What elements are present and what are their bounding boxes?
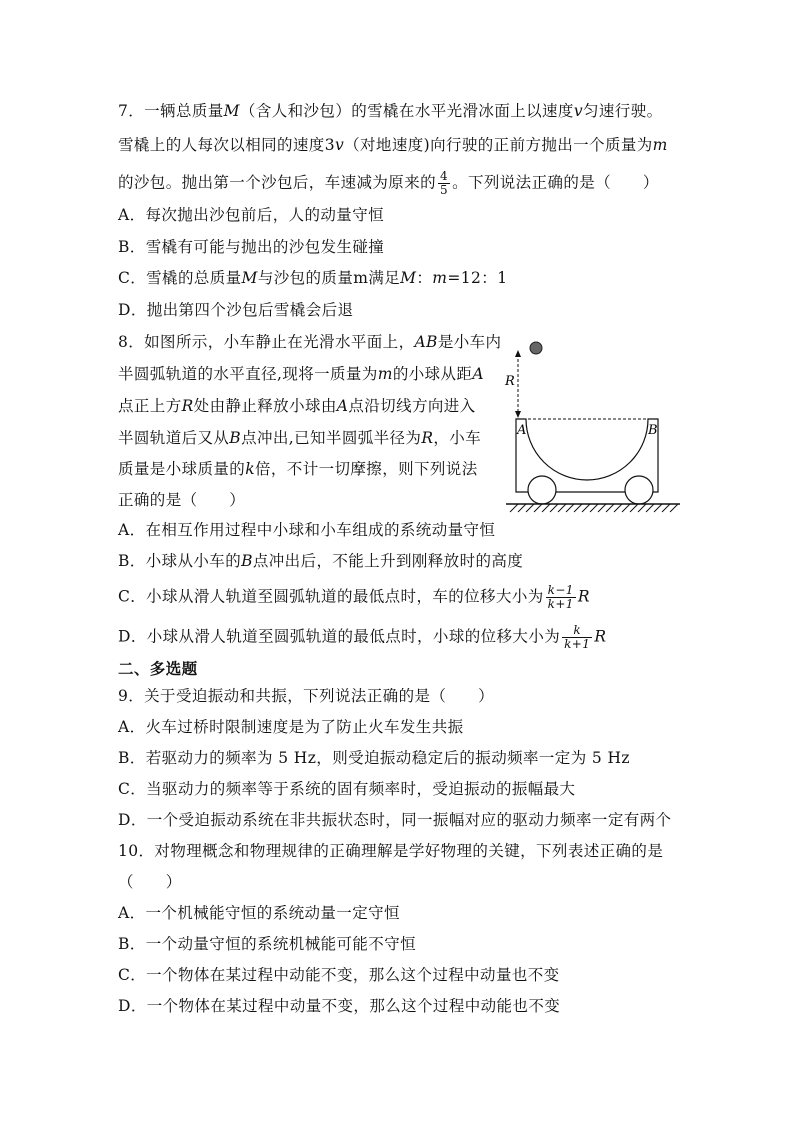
q8-option-c-numerator: 𝑘−1 xyxy=(547,583,574,597)
q7-option-c: C．雪橇的总质量𝑀与沙包的质量m满足𝑀：𝑚=12：1 xyxy=(118,269,508,287)
q9-option-a: A．火车过桥时限制速度是为了防止火车发生共振 xyxy=(118,718,464,736)
q10-stem-line2: （ ） xyxy=(118,873,182,891)
q8-option-a: A．在相互作用过程中小球和小车组成的系统动量守恒 xyxy=(118,521,496,539)
q8-stem-line1: 8．如图所示，小车静止在光滑水平面上，𝐴𝐵是小车内 xyxy=(118,333,502,351)
q7-fraction-numerator: 4 xyxy=(440,169,449,183)
q8-option-c-fraction xyxy=(546,584,576,611)
wheel-right xyxy=(625,476,653,504)
q8-option-c-denominator: 𝑘+1 xyxy=(547,597,574,611)
q8-option-c-suffix: 𝑅 xyxy=(577,587,590,606)
q8-cart-diagram xyxy=(488,330,688,520)
q8-option-c-text: C．小球从滑人轨道至圆弧轨道的最低点时，车的位移大小为 xyxy=(118,587,544,606)
q8-stem-line2: 半圆弧轨道的水平直径,现将一质量为𝑚的小球从距𝐴 xyxy=(118,365,484,383)
q8-option-b: B．小球从小车的𝐵点冲出后，不能上升到刚释放时的高度 xyxy=(118,552,524,570)
wheel-left xyxy=(528,476,556,504)
q8-option-d xyxy=(118,624,606,651)
section-title-multiple-choice: 二、多选题 xyxy=(118,660,198,678)
label-B: B xyxy=(648,423,658,438)
q10-option-b: B．一个动量守恒的系统机械能可能不守恒 xyxy=(118,935,416,953)
q7-stem-line3 xyxy=(118,170,659,197)
q8-option-d-numerator: 𝑘 xyxy=(562,624,592,638)
ball xyxy=(530,342,542,354)
q9-option-c: C．当驱动力的频率等于系统的固有频率时，受迫振动的振幅最大 xyxy=(118,780,576,798)
q8-stem-line4: 半圆轨道后又从𝐵点冲出,已知半圆弧半径为𝑅，小车 xyxy=(118,429,482,447)
q7-fraction-denominator: 5 xyxy=(440,183,449,197)
q8-stem-line3: 点正上方𝑅处由静止释放小球由𝐴点沿切线方向进入 xyxy=(118,397,476,415)
q8-option-d-text: D．小球从滑人轨道至圆弧轨道的最低点时，小球的位移大小为 xyxy=(118,627,561,646)
q7-stem-line2: 雪橇上的人每次以相同的速度3𝑣（对地速度)向行驶的正前方抛出一个质量为𝑚 xyxy=(118,136,668,154)
q7-option-d: D．抛出第四个沙包后雪橇会后退 xyxy=(118,301,354,319)
q10-option-a: A．一个机械能守恒的系统动量一定守恒 xyxy=(118,904,400,922)
arrow-up-icon xyxy=(515,350,521,357)
q7-stem-line3-pre: 的沙包。抛出第一个沙包后，车速减为原来的 xyxy=(118,173,437,192)
q8-option-d-fraction xyxy=(562,624,592,651)
q7-fraction xyxy=(438,170,450,197)
ground-hatch xyxy=(510,504,678,512)
q7-stem-line1: 7．一辆总质量𝑀（含人和沙包）的雪橇在水平光滑冰面上以速度𝑣匀速行驶。 xyxy=(118,102,663,120)
q7-option-b: B．雪橇有可能与抛出的沙包发生碰撞 xyxy=(118,238,385,256)
q7-stem-line3-post: 。下列说法正确的是（ ） xyxy=(452,173,659,192)
q8-stem-line6: 正确的是（ ） xyxy=(118,491,246,509)
q8-option-d-suffix: 𝑅 xyxy=(594,627,607,646)
q7-option-a: A．每次抛出沙包前后，人的动量守恒 xyxy=(118,206,384,224)
arrow-down-icon xyxy=(515,411,521,418)
q9-option-b: B．若驱动力的频率为 5 Hz，则受迫振动稳定后的振动频率一定为 5 Hz xyxy=(118,749,630,767)
q8-option-c xyxy=(118,584,590,611)
label-R: R xyxy=(505,374,515,389)
q8-option-d-denominator: 𝑘+1 xyxy=(564,637,591,651)
q9-option-d: D．一个受迫振动系统在非共振状态时，同一振幅对应的驱动力频率一定有两个 xyxy=(118,811,672,829)
label-A: A xyxy=(517,423,527,438)
q8-stem-line5: 质量是小球质量的𝑘倍，不计一切摩擦，则下列说法 xyxy=(118,460,478,478)
q10-stem-line1: 10．对物理概念和物理规律的正确理解是学好物理的关键，下列表述正确的是 xyxy=(118,842,664,860)
q10-option-c: C．一个物体在某过程中动能不变，那么这个过程中动量也不变 xyxy=(118,966,560,984)
q10-option-d: D．一个物体在某过程中动量不变，那么这个过程中动能也不变 xyxy=(118,997,561,1015)
q9-stem: 9．关于受迫振动和共振，下列说法正确的是（ ） xyxy=(118,687,494,705)
